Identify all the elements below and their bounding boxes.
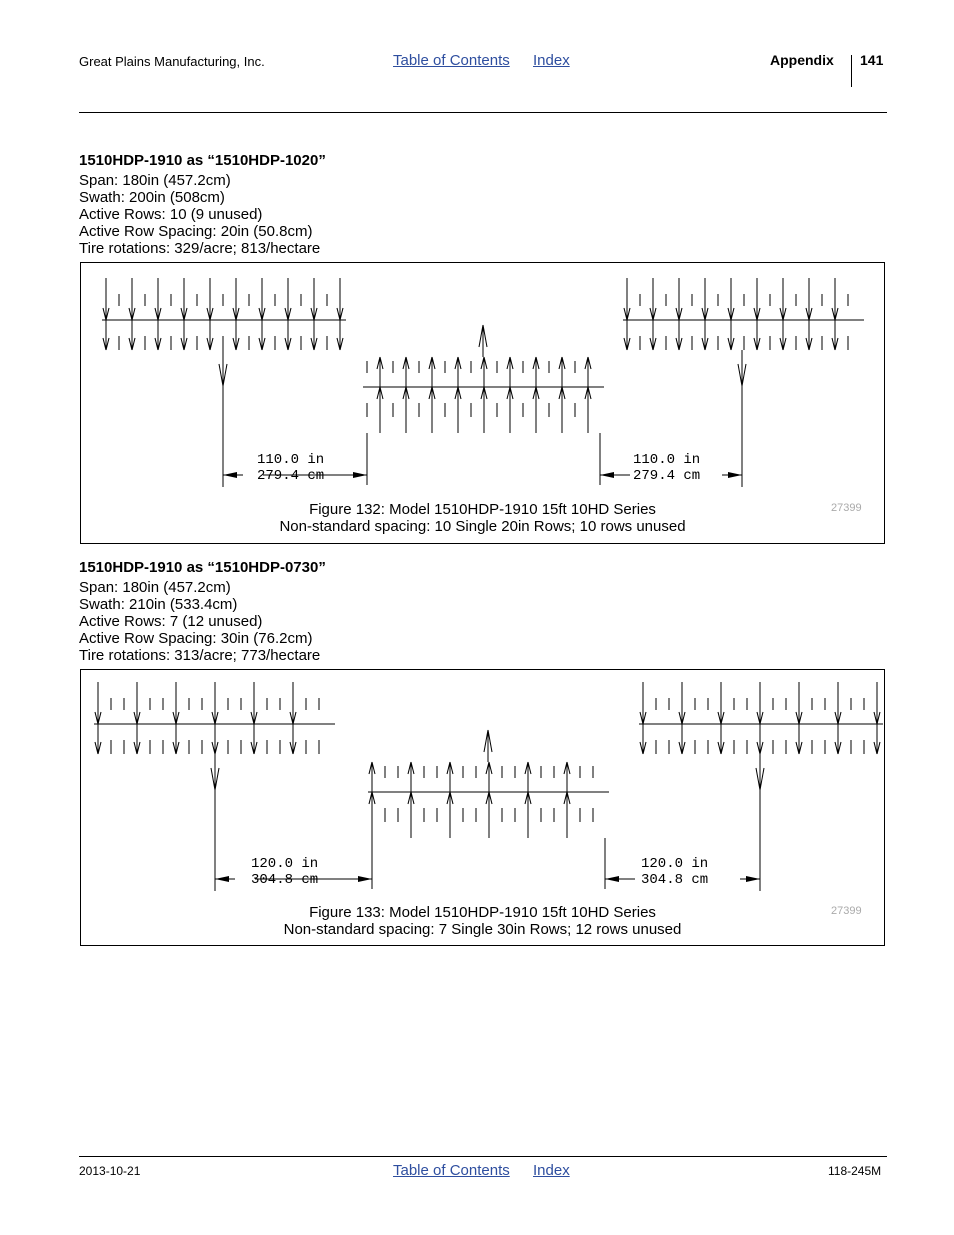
figure-caption — [81, 904, 884, 938]
footer-date: 2013-10-21 — [79, 1164, 141, 1178]
header-rule — [79, 112, 887, 113]
arrow-head — [484, 730, 488, 752]
figure-132 — [80, 262, 885, 544]
caption-line-2: Non-standard spacing: 7 Single 30in Rows; 12 rows unused — [283, 921, 682, 938]
footer-rule — [79, 1156, 887, 1157]
caption-line-1: Figure 132: Model 1510HDP-1910 15ft 10HD Series — [309, 501, 656, 518]
spec-title: 1510HDP-1910 as “1510HDP-0730” — [79, 559, 326, 576]
arrow-head — [223, 364, 227, 386]
dimension-arrowhead — [223, 472, 237, 478]
arrow-head — [760, 768, 764, 790]
arrow-head — [211, 768, 215, 790]
arrow-head — [488, 730, 492, 752]
dimension-arrowhead — [746, 876, 760, 882]
company-name: Great Plains Manufacturing, Inc. — [79, 54, 265, 69]
dimension-label-left: 120.0 in — [251, 856, 319, 872]
caption-line-2: Non-standard spacing: 10 Single 20in Rows; 10 rows unused — [279, 518, 686, 535]
figure-caption — [81, 501, 884, 535]
header-index-link[interactable]: Index — [533, 52, 570, 69]
spec-line-tire-rotations: Tire rotations: 329/acre; 813/hectare — [79, 240, 321, 257]
spec-block-1020 — [79, 152, 326, 257]
arrow-head — [215, 768, 219, 790]
dimension-label-right: 120.0 in — [641, 856, 709, 872]
spec-line-swath: Swath: 210in (533.4cm) — [79, 596, 238, 613]
spec-line-active-rows: Active Rows: 7 (12 unused) — [79, 613, 263, 630]
dimension-arrowhead — [605, 876, 619, 882]
dimension-arrowhead — [358, 876, 372, 882]
dimension-label-right: 304.8 cm — [641, 872, 709, 888]
dimension-label-left: 304.8 cm — [251, 872, 319, 888]
dimension-label-left: 279.4 cm — [257, 468, 325, 484]
figure-id: 27399 — [831, 502, 862, 514]
caption-line-1: Figure 133: Model 1510HDP-1910 15ft 10HD Series — [309, 904, 656, 921]
section-name: Appendix — [770, 52, 834, 68]
spec-line-tire-rotations: Tire rotations: 313/acre; 773/hectare — [79, 647, 321, 664]
arrow-head — [738, 364, 742, 386]
spec-title: 1510HDP-1910 as “1510HDP-1020” — [79, 152, 326, 169]
arrow-head — [479, 325, 483, 347]
dimension-label-left: 110.0 in — [257, 452, 325, 468]
arrow-head — [483, 325, 487, 347]
spec-line-span: Span: 180in (457.2cm) — [79, 579, 231, 596]
dimension-arrowhead — [728, 472, 742, 478]
spec-line-row-spacing: Active Row Spacing: 30in (76.2cm) — [79, 630, 313, 647]
spec-line-row-spacing: Active Row Spacing: 20in (50.8cm) — [79, 223, 313, 240]
footer-toc-link[interactable]: Table of Contents — [393, 1162, 510, 1179]
dimension-arrowhead — [600, 472, 614, 478]
dimension-arrowhead — [353, 472, 367, 478]
spec-line-swath: Swath: 200in (508cm) — [79, 189, 225, 206]
footer-index-link[interactable]: Index — [533, 1162, 570, 1179]
arrow-head — [219, 364, 223, 386]
page-number: 141 — [860, 52, 884, 68]
spec-line-active-rows: Active Rows: 10 (9 unused) — [79, 206, 263, 223]
arrow-head — [742, 364, 746, 386]
header-toc-link[interactable]: Table of Contents — [393, 52, 510, 69]
figure-133 — [80, 669, 885, 946]
dimension-label-right: 110.0 in — [633, 452, 701, 468]
spec-line-span: Span: 180in (457.2cm) — [79, 172, 231, 189]
dimension-label-right: 279.4 cm — [633, 468, 701, 484]
dimension-arrowhead — [215, 876, 229, 882]
figure-id: 27399 — [831, 905, 862, 917]
header-divider — [851, 55, 852, 87]
footer-doc-number: 118-245M — [828, 1164, 882, 1178]
spec-block-0730 — [79, 559, 326, 664]
arrow-head — [756, 768, 760, 790]
